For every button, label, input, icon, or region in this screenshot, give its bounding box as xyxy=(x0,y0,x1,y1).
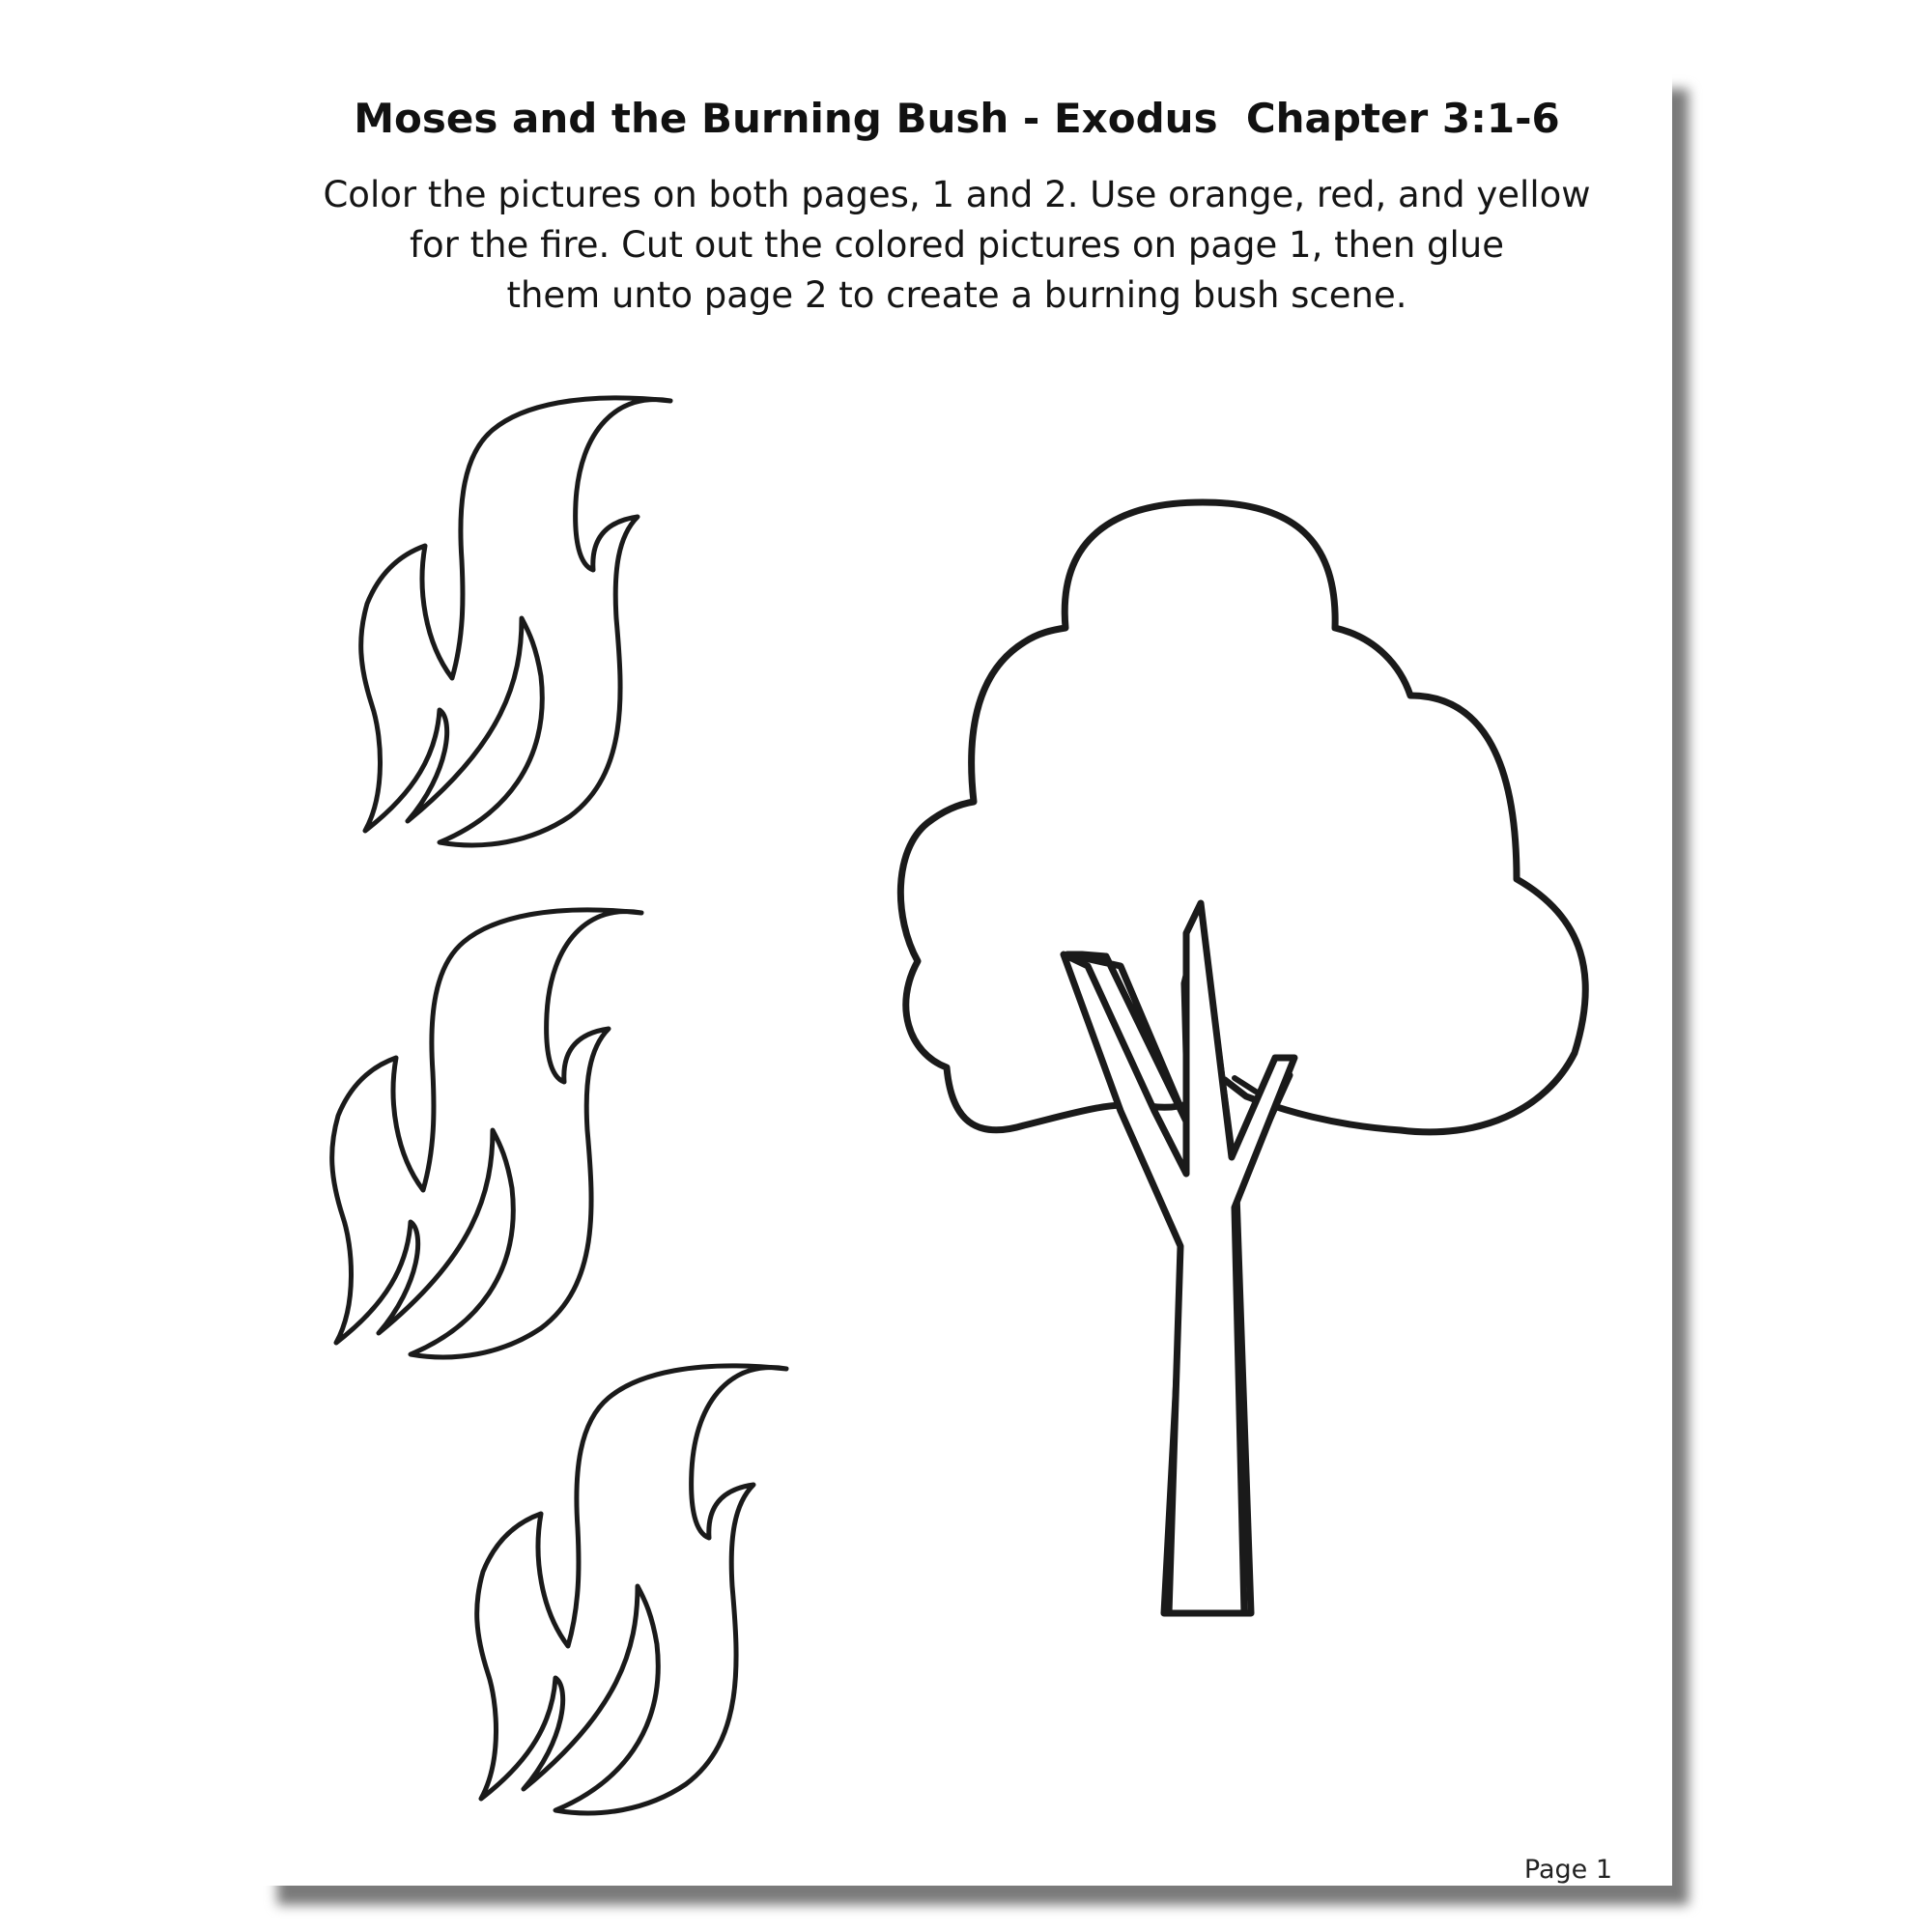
instruction-line: them unto page 2 to create a burning bush scene. xyxy=(506,274,1407,316)
flame-icon xyxy=(361,398,670,845)
instruction-line: for the fire. Cut out the colored pictures on page 1, then glue xyxy=(409,224,1505,266)
flame-icon xyxy=(477,1366,786,1813)
flame-icon xyxy=(332,910,641,1357)
page-title: Moses and the Burning Bush - Exodus Chapter 3:1-6 xyxy=(354,95,1560,142)
instruction-line: Color the pictures on both pages, 1 and 2. Use orange, red, and yellow xyxy=(323,174,1591,215)
page-number: Page 1 xyxy=(1523,1855,1612,1885)
